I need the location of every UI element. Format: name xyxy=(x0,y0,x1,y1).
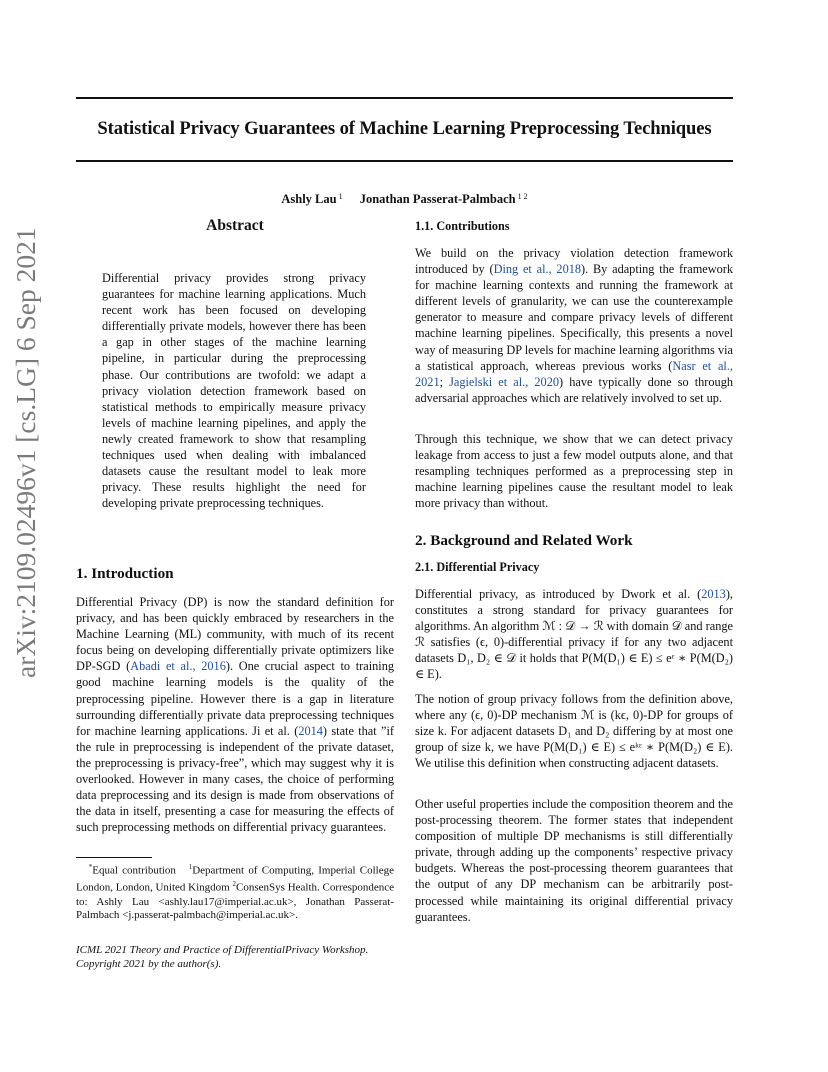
background-heading: 2. Background and Related Work xyxy=(415,532,633,549)
contributions-heading: 1.1. Contributions xyxy=(415,219,510,233)
contributions-paragraph-1 xyxy=(415,245,733,406)
footnote-correspondence: ConsenSys Health. Correspondence to: Ashly Lau <ashly.lau17@imperial.ac.uk>, Jonathan Passerat-Palmbach <j.passerat-palmbach@imperial.ac.uk>. xyxy=(76,882,395,922)
dp-text: ), constitutes a strong standard for privacy guarantees for algorithms. An algorithm ℳ : 𝒟 → ℛ with domain 𝒟 and range ℛ satisfies (ϵ, 0)-differential privacy if for any two adjacent datasets D₁, D₂ ∈ 𝒟 it holds that P(M(D₁) ∈ E) ≤ eᵋ ∗ P(M(D₂) ∈ E). xyxy=(415,587,733,682)
venue-note xyxy=(76,944,394,972)
citation-link[interactable]: 2013 xyxy=(701,587,726,601)
citation-link[interactable]: Jagielski et al., 2020 xyxy=(449,374,559,389)
citation-link[interactable]: Abadi et al., 2016 xyxy=(130,659,226,674)
arxiv-stamp: arXiv:2109.02496v1 [cs.LG] 6 Sep 2021 xyxy=(10,227,41,678)
footnote xyxy=(76,861,394,923)
citation-link[interactable]: Nasr et al., 2021 xyxy=(415,358,733,389)
dp-text: Differential privacy, as introduced by Dwork et al. ( xyxy=(415,587,702,601)
contrib-text: ; xyxy=(439,374,450,389)
copyright-line: Copyright 2021 by the author(s). xyxy=(76,957,222,970)
contrib-text: ). By adapting the framework for machine learning contexts and running the framework at different levels of granularity, we can use the counterexample generator to measure and compare privacy levels of different machine learning pipelines. Specifically, this presents a novel way of measuring DP levels for machine learning algorithms via a statistical approach, whereas previous works ( xyxy=(415,262,733,373)
contributions-paragraph-2: Through this technique, we show that we can detect privacy leakage from access to just a few model outputs alone, and that resampling techniques performed as a preprocessing step in machine learning pipelines cause the resultant model to leak more privacy than without. xyxy=(415,432,733,511)
author-affiliation: 1 2 xyxy=(517,192,528,201)
footnote-dept: Department of Computing, Imperial College London, London, United Kingdom xyxy=(76,864,394,895)
title-rule xyxy=(76,160,733,162)
author-name: Ashly Lau xyxy=(281,192,337,206)
footnote-mark: 2 xyxy=(232,880,237,889)
citation-link[interactable]: 2014 xyxy=(298,723,323,738)
top-rule xyxy=(76,97,733,99)
abstract-heading: Abstract xyxy=(206,217,264,234)
abstract-text: Differential privacy provides strong privacy guarantees for machine learning applications. Much recent work has been focused on developing differentially private models, however there has been a gap in other stages of the machine learning pipeline, in particular during the preprocessing phase. Our contributions are twofold: we adapt a privacy violation detection framework based on statistical methods to empirically measure privacy levels of machine learning pipelines, and apply the newly created framework to show that resampling techniques used when dealing with imbalanced datasets cause the resultant model to leak more privacy. These results highlight the need for developing private preprocessing techniques. xyxy=(102,271,366,511)
author-affiliation: 1 xyxy=(338,192,343,201)
paper-title: Statistical Privacy Guarantees of Machine Learning Preprocessing Techniques xyxy=(97,118,712,139)
intro-heading: 1. Introduction xyxy=(76,565,174,582)
citation-link[interactable]: Ding et al., 2018 xyxy=(493,262,582,277)
footnote-rule xyxy=(76,857,152,858)
intro-text: ). One crucial aspect to training good machine learning models is the quality of the preprocessing pipeline. However there is a gap in literature surrounding differentially private data preprocessing techniques for machine learning applications. Ji et al. ( xyxy=(76,659,394,738)
dp-paragraph-1 xyxy=(415,586,733,683)
intro-text: Differential Privacy (DP) is now the standard definition for privacy, and has been quickly embraced by researchers in the Machine Learning (ML) community, with much of its recent focus being on developing differentially private optimizers like DP-SGD ( xyxy=(76,595,394,674)
footnote-mark: * xyxy=(88,863,93,871)
intro-paragraph xyxy=(76,594,394,835)
intro-text: ) state that ”if the rule in preprocessing is independent of the private dataset, the preprocessing is privacy-free”, which may suggest why it is overlooked. However in many cases, the choice of performing data preprocessing and its design is made from observations of the data in itself, presenting a case for measuring the effects of such preprocessing methods on differential privacy guarantees. xyxy=(76,723,394,835)
author-name: Jonathan Passerat-Palmbach xyxy=(359,192,516,206)
contrib-text: ) have typically done so through adversarial approaches which are relatively involved to set up. xyxy=(415,374,733,405)
dp-paragraph-3: Other useful properties include the composition theorem and the post-processing theorem. The former states that independent composition of multiple DP mechanisms is still differentially private, through adding up the components’ respective privacy budgets. Whereas the post-processing theorem guarantees that the output of any DP mechanism can be arbitrarily post-processed while maintaining its original differential privacy guarantees. xyxy=(415,797,733,924)
venue-line: ICML 2021 Theory and Practice of DifferentialPrivacy Workshop. xyxy=(76,944,369,956)
dp-paragraph-2: The notion of group privacy follows from the definition above, where any (ϵ, 0)-DP mechanism ℳ is (kϵ, 0)-DP for groups of size k. For adjacent datasets D₁ and D₂ differing by at most one group of size k, we have P(M(D₁) ∈ E) ≤ eᵏᵋ ∗ P(M(D₂) ∈ E). We utilise this definition when constructing adjacent datasets. xyxy=(415,692,733,771)
dp-subheading: 2.1. Differential Privacy xyxy=(415,560,540,574)
contrib-text: We build on the privacy violation detection framework introduced by ( xyxy=(415,246,733,277)
author-line xyxy=(76,192,733,207)
footnote-equal: Equal contribution xyxy=(92,864,176,877)
footnote-mark: 1 xyxy=(188,863,193,871)
